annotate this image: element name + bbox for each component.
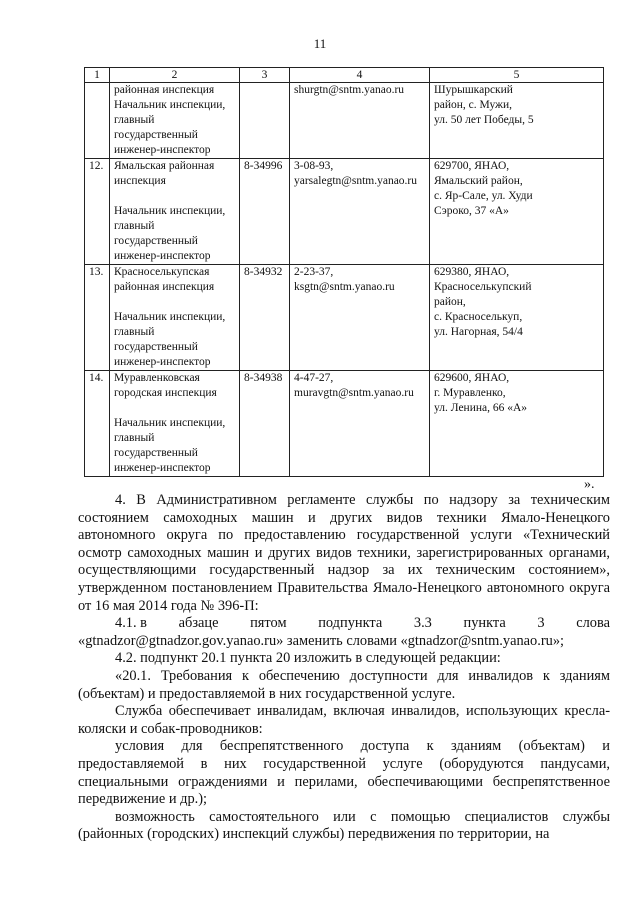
cell-line: 4-47-27, — [294, 372, 334, 384]
word: 3 — [537, 615, 545, 632]
cell-line: с. Яр-Сале, ул. Худи — [434, 190, 533, 202]
cell-line: районная инспекция — [114, 84, 215, 96]
contacts-cell — [290, 83, 430, 159]
cell-line: г. Муравленко, — [434, 387, 506, 399]
paragraph-4-1-continuation: «gtnadzor@gtnadzor.gov.yanao.ru» заменить словами «gtnadzor@sntm.yanao.ru»; — [78, 632, 565, 649]
cell-line: Начальник инспекции, — [114, 311, 226, 323]
contacts-cell — [290, 159, 430, 265]
column-header: 1 — [85, 68, 110, 83]
cell-line: Красноселькупский — [434, 281, 532, 293]
cell-line: Ямальский район, — [434, 175, 523, 187]
cell-line: Шурышкарский — [434, 84, 513, 96]
cell-line: инспекция — [114, 175, 166, 187]
cell-line: государственный — [114, 129, 198, 141]
cell-line: Красноселькупская — [114, 266, 210, 278]
cell-line: 3-08-93, — [294, 160, 334, 172]
contacts-cell — [290, 265, 430, 371]
cell-line: государственный — [114, 341, 198, 353]
word: 3.3 — [413, 615, 432, 632]
contacts-cell — [290, 371, 430, 477]
cell-line: районная инспекция — [114, 281, 215, 293]
row-number-cell: 14. — [85, 371, 110, 477]
cell-line: 629380, ЯНАО, — [434, 266, 510, 278]
cell-line: район, — [434, 296, 466, 308]
paragraph-20-1: «20.1. Требования к обеспечению доступности для инвалидов к зданиям (объектам) и предоставляемой в них государственной услуге. — [78, 667, 610, 702]
row-number-cell: 12. — [85, 159, 110, 265]
paragraph-4-1-line — [78, 615, 610, 633]
table-row — [85, 159, 604, 265]
inspection-name-cell — [110, 159, 240, 265]
page-number: 11 — [313, 36, 327, 51]
paragraph-access-conditions: условия для беспрепятственного доступа к зданиям (объектам) и предоставляемой в них государственной услуге (оборудуются пандусами, специальными ограждениями и перилами, обеспечивающими беспрепятственное передвижение и др.); — [78, 738, 610, 808]
word: пятом — [250, 615, 287, 632]
cell-line: Начальник инспекции, — [114, 417, 226, 429]
cell-line: 2-23-37, — [294, 266, 334, 278]
cell-line: Начальник инспекции, — [114, 205, 226, 217]
inspections-table — [84, 67, 604, 477]
cell-line: главный — [114, 432, 155, 444]
cell-line: городская инспекция — [114, 387, 217, 399]
phone-code-cell: 8-34932 — [240, 265, 290, 371]
address-cell — [430, 265, 604, 371]
address-cell — [430, 83, 604, 159]
cell-line: ул. Ленина, 66 «А» — [434, 402, 528, 414]
address-cell — [430, 159, 604, 265]
phone-code-cell — [240, 83, 290, 159]
paragraph-4-2: 4.2. подпункт 20.1 пункта 20 изложить в следующей редакции: — [115, 650, 501, 667]
word: 4.1. в — [115, 615, 147, 632]
cell-line: 629700, ЯНАО, — [434, 160, 510, 172]
cell-line: инженер-инспектор — [114, 462, 211, 474]
paragraph-4: 4. В Административном регламенте службы по надзору за техническим состоянием самоходных машин и других видов техники Ямало-Ненецкого автономного округа по предоставлению государственной услуги «Технический осмотр самоходных машин и других видов техники, зарегистрированных органами, осуществляющими государственный надзор за их техническим состоянием», утвержденном постановлением Правительства Ямало-Ненецкого автономного округа от 16 мая 2014 года № 396-П: — [78, 492, 610, 614]
column-header: 5 — [430, 68, 604, 83]
document-body — [78, 492, 610, 844]
cell-line: yarsalegtn@sntm.yanao.ru — [294, 175, 418, 187]
cell-line: главный — [114, 114, 155, 126]
address-cell — [430, 371, 604, 477]
cell-line: государственный — [114, 235, 198, 247]
inspection-name-cell — [110, 265, 240, 371]
row-number-cell — [85, 83, 110, 159]
column-header: 4 — [290, 68, 430, 83]
cell-line: Сэроко, 37 «А» — [434, 205, 509, 217]
inspection-name-cell — [110, 83, 240, 159]
cell-line: ksgtn@sntm.yanao.ru — [294, 281, 395, 293]
cell-line: главный — [114, 220, 155, 232]
cell-line: 629600, ЯНАО, — [434, 372, 510, 384]
paragraph-movement: возможность самостоятельного или с помощью специалистов службы (районных (городских) инспекций службы) передвижения по территории, на — [78, 808, 610, 843]
word: подпункта — [318, 615, 383, 632]
row-number-cell: 13. — [85, 265, 110, 371]
column-header: 3 — [240, 68, 290, 83]
cell-line: Муравленковская — [114, 372, 200, 384]
column-header: 2 — [110, 68, 240, 83]
word: пункта — [463, 615, 506, 632]
table-row — [85, 371, 604, 477]
word: абзаце — [178, 615, 219, 632]
cell-line: shurgtn@sntm.yanao.ru — [294, 84, 405, 96]
table-closing-quote: ». — [584, 477, 595, 492]
cell-line: инженер-инспектор — [114, 250, 211, 262]
cell-line: ул. Нагорная, 54/4 — [434, 326, 523, 338]
cell-line: главный — [114, 326, 155, 338]
phone-code-cell: 8-34938 — [240, 371, 290, 477]
cell-line: государственный — [114, 447, 198, 459]
cell-line: muravgtn@sntm.yanao.ru — [294, 387, 414, 399]
cell-line: Ямальская районная — [114, 160, 215, 172]
cell-line: инженер-инспектор — [114, 144, 211, 156]
inspection-name-cell — [110, 371, 240, 477]
table-row — [85, 83, 604, 159]
cell-line: ул. 50 лет Победы, 5 — [434, 114, 534, 126]
table-row — [85, 265, 604, 371]
cell-line: район, с. Мужи, — [434, 99, 513, 111]
cell-line: Начальник инспекции, — [114, 99, 226, 111]
paragraph-service-provides: Служба обеспечивает инвалидам, включая инвалидов, использующих кресла-коляски и собак-проводников: — [78, 703, 610, 737]
word: слова — [576, 615, 610, 632]
cell-line: инженер-инспектор — [114, 356, 211, 368]
phone-code-cell: 8-34996 — [240, 159, 290, 265]
table-header-row — [85, 68, 604, 83]
cell-line: с. Красноселькуп, — [434, 311, 523, 323]
